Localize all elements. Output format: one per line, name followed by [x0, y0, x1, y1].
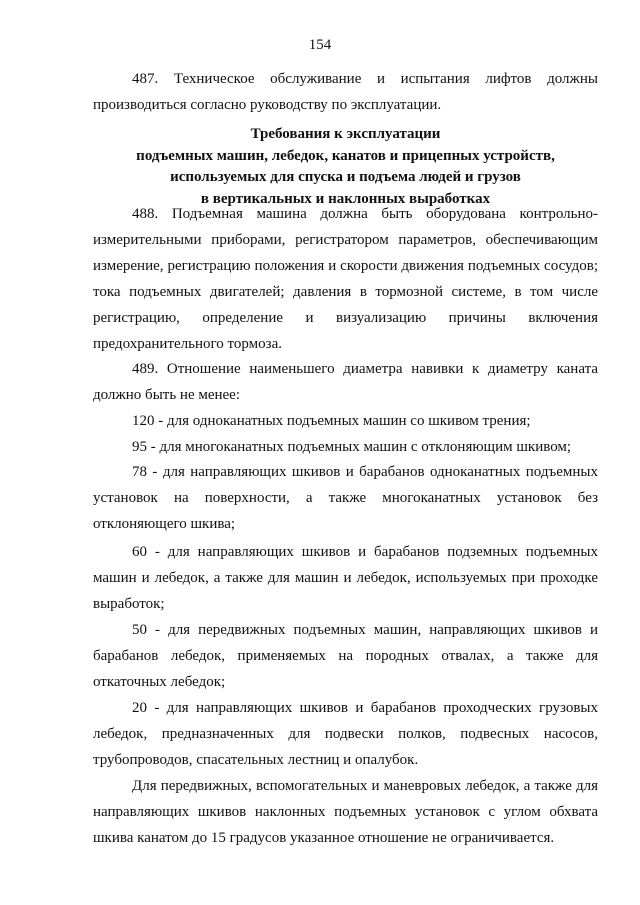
list-item: 50 - для передвижных подъемных машин, направляющих шкивов и барабанов лебедок, применяемых на породных отвалах, а также для откаточных лебедок; — [93, 622, 598, 690]
list-item: 120 - для одноканатных подъемных машин со шкивом трения; — [132, 413, 531, 429]
heading-line-3: используемых для спуска и подъема людей и грузов — [170, 169, 521, 185]
paragraph-488-block — [93, 201, 598, 357]
list-item: 20 - для направляющих шкивов и барабанов проходческих грузовых лебедок, предназначенных для подвески полков, подвесных насосов, трубопроводов, спасательных лестниц и опалубок. — [93, 700, 598, 768]
ratio-item-20 — [93, 695, 598, 773]
paragraph-489-block — [93, 356, 598, 408]
heading-line-2: подъемных машин, лебедок, канатов и прицепных устройств, — [136, 147, 555, 164]
paragraph-487: 487. Техническое обслуживание и испытания лифтов должны производиться согласно руководству по эксплуатации. — [93, 71, 598, 113]
list-item: 95 - для многоканатных подъемных машин с отклоняющим шкивом; — [132, 439, 572, 455]
ratio-item-60 — [93, 539, 598, 617]
section-heading — [93, 124, 598, 210]
ratio-item-78 — [93, 459, 598, 537]
page-number: 154 — [308, 37, 332, 53]
ratio-item-50 — [93, 617, 598, 695]
list-item: 78 - для направляющих шкивов и барабанов одноканатных подъемных установок на поверхности, а также многоканатных установок без отклоняющего шкива; — [93, 464, 598, 532]
ratio-item-120 — [93, 408, 598, 434]
paragraph-487-block — [93, 66, 598, 118]
final-paragraph-block — [93, 773, 598, 851]
heading-line-4: в вертикальных и наклонных выработках — [200, 190, 491, 207]
paragraph-488: 488. Подъемная машина должна быть оборудована контрольно-измерительными приборами, регистратором параметров, обеспечивающим измерение, регистрацию положения и скорости движения подъемных сосудов; тока подъемных двигателей; давления в тормозной системе, в том числе регистрацию, определение и визуализацию причины включения предохранительного тормоза. — [93, 206, 598, 352]
heading-line-1: Требования к эксплуатации — [250, 126, 441, 142]
paragraph-489: 489. Отношение наименьшего диаметра навивки к диаметру каната должно быть не менее: — [93, 361, 598, 403]
ratio-item-95 — [93, 434, 598, 460]
final-paragraph: Для передвижных, вспомогательных и маневровых лебедок, а также для направляющих шкивов наклонных подъемных установок с углом обхвата шкива канатом до 15 градусов указанное отношение не ограничивается. — [93, 778, 598, 846]
list-item: 60 - для направляющих шкивов и барабанов подземных подъемных машин и лебедок, а также для машин и лебедок, используемых при проходке выработок; — [93, 544, 598, 612]
